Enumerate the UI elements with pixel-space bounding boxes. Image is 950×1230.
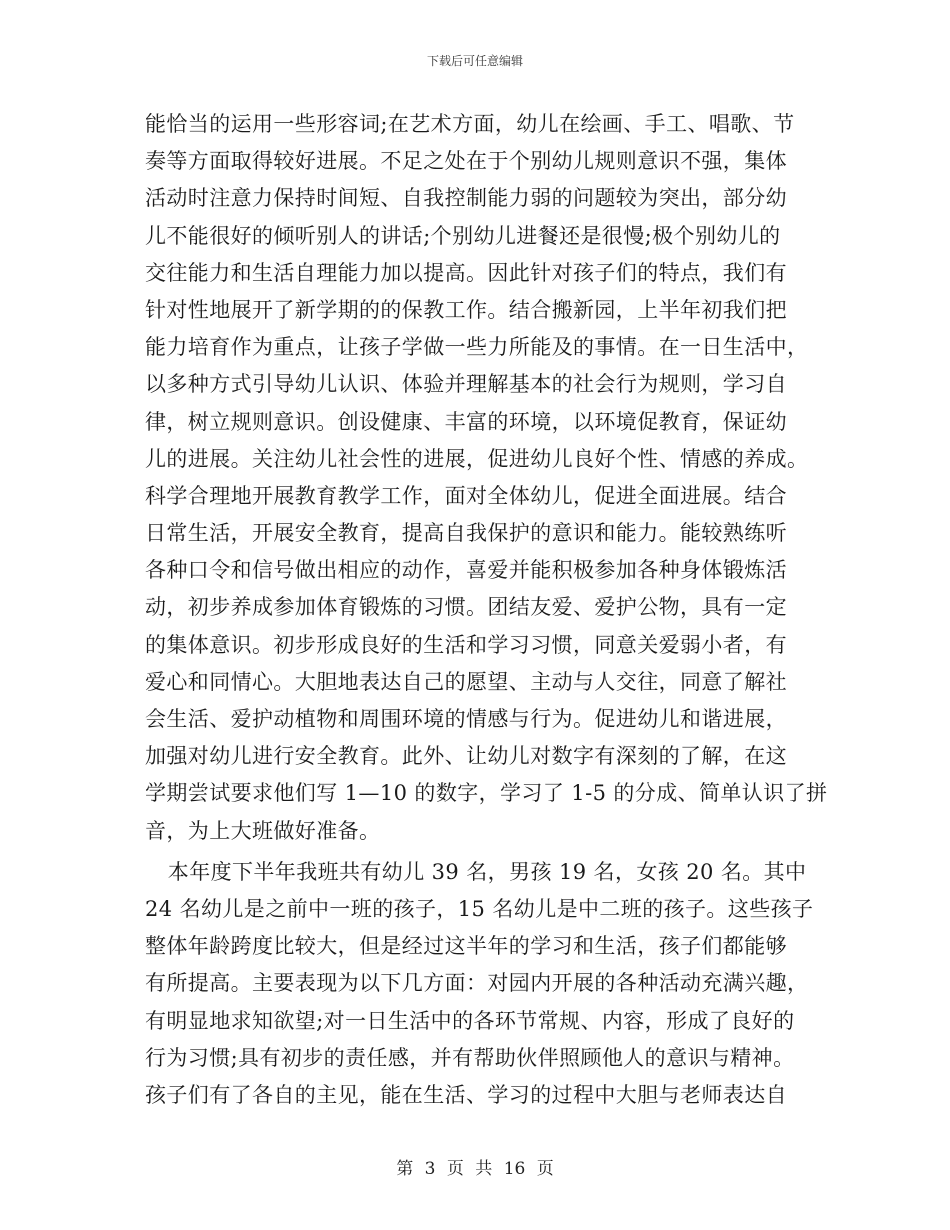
- text-line: 奏等方面取得较好进展。不足之处在于个别幼儿规则意识不强，集体: [145, 149, 787, 174]
- text-line: 交往能力和生活自理能力加以提高。因此针对孩子们的特点，我们有: [145, 260, 787, 285]
- text-line: 针对性地展开了新学期的的保教工作。结合搬新园，上半年初我们把: [145, 297, 787, 322]
- text-line: 动，初步养成参加体育锻炼的习惯。团结友爱、爱护公物，具有一定: [145, 595, 787, 620]
- text-line: 会生活、爱护动植物和周围环境的情感与行为。促进幼儿和谐进展，: [145, 707, 787, 731]
- text-line: 爱心和同情心。大胆地表达自己的愿望、主动与人交往，同意了解社: [145, 669, 787, 694]
- text-line: 加强对幼儿进行安全教育。此外、让幼儿对数字有深刻的了解，在这: [145, 744, 787, 769]
- text-line: 学期尝试要求他们写 1—10 的数字，学习了 1-5 的分成、简单认识了拼: [145, 781, 828, 806]
- text-line: 儿不能很好的倾听别人的讲话;个别幼儿进餐还是很慢;极个别幼儿的: [145, 223, 781, 248]
- text-line: 以多种方式引导幼儿认识、体验并理解基本的社会行为规则，学习自: [145, 372, 787, 397]
- text-line: 各种口令和信号做出相应的动作，喜爱并能积极参加各种身体锻炼活: [145, 558, 787, 583]
- document-body: [125, 106, 828, 1114]
- text-line: 儿的进展。关注幼儿社会性的进展，促进幼儿良好个性、情感的养成。: [145, 446, 809, 471]
- text-line: 能恰当的运用一些形容词;在艺术方面，幼儿在绘画、手工、唱歌、节: [145, 112, 795, 136]
- text-line: 整体年龄跨度比较大，但是经过这半年的学习和生活，孩子们都能够: [145, 934, 787, 959]
- page-footer: 第 3 页 共 16 页: [396, 1159, 554, 1179]
- text-line: 活动时注意力保持时间短、自我控制能力弱的问题较为突出，部分幼: [145, 186, 787, 211]
- text-line: 音，为上大班做好准备。: [145, 818, 381, 843]
- text-line: 能力培育作为重点，让孩子学做一些力所能及的事情。在一日生活中，: [145, 335, 809, 360]
- page-header: 下载后可任意编辑: [426, 54, 523, 68]
- text-line: 行为习惯;具有初步的责任感，并有帮助伙伴照顾他人的意识与精神。: [145, 1045, 795, 1070]
- text-line: 的集体意识。初步形成良好的生活和学习习惯，同意关爱弱小者，有: [145, 632, 787, 657]
- paragraph-1: [145, 106, 828, 850]
- text-line: 24 名幼儿是之前中一班的孩子，15 名幼儿是中二班的孩子。这些孩子: [145, 896, 814, 921]
- text-line: 有明显地求知欲望;对一日生活中的各环节常规、内容，形成了良好的: [145, 1008, 795, 1033]
- paragraph-2: [125, 854, 825, 1114]
- text-line: 本年度下半年我班共有幼儿 39 名，男孩 19 名，女孩 20 名。其中: [125, 859, 807, 884]
- text-line: 有所提高。主要表现为以下几方面：对园内开展的各种活动充满兴趣，: [145, 971, 809, 996]
- text-line: 孩子们有了各自的主见，能在生活、学习的过程中大胆与老师表达自: [145, 1082, 787, 1107]
- text-line: 律，树立规则意识。创设健康、丰富的环境，以环境促教育，保证幼: [145, 409, 787, 434]
- text-line: 日常生活，开展安全教育，提高自我保护的意识和能力。能较熟练听: [145, 521, 787, 546]
- text-line: 科学合理地开展教育教学工作，面对全体幼儿，促进全面进展。结合: [145, 483, 787, 508]
